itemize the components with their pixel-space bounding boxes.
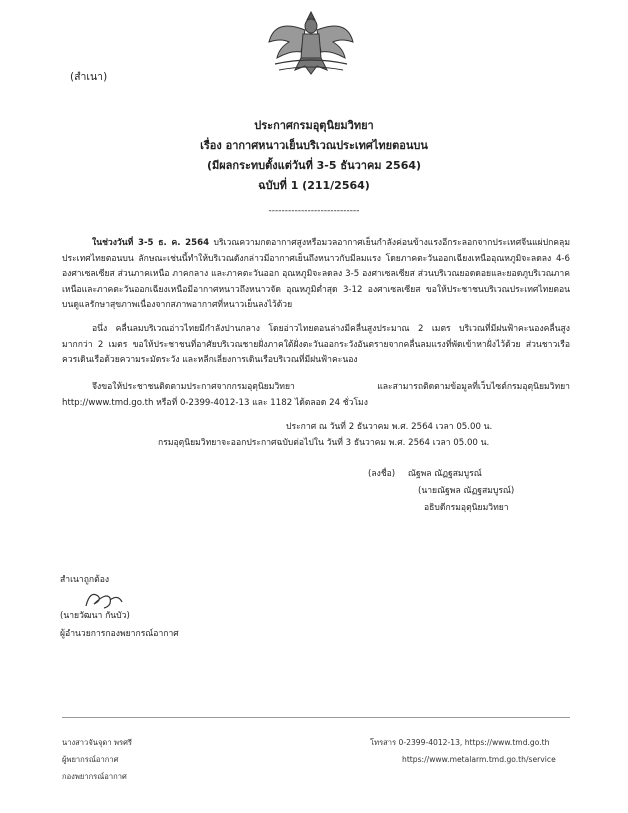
certifier-position: ผู้อำนวยการกองพยากรณ์อากาศ: [60, 629, 179, 639]
announce-date: ประกาศ ณ วันที่ 2 ธันวาคม พ.ศ. 2564 เวลา 05.00 น.: [286, 422, 493, 432]
title-line-3: (มีผลกระทบตั้งแต่วันที่ 3-5 ธันวาคม 2564): [206, 159, 422, 172]
title-separator: ----------------------------: [268, 206, 360, 216]
title-line-2: เรื่อง อากาศหนาวเย็นบริเวณประเทศไทยตอนบน: [200, 139, 428, 152]
paragraph-1: [62, 236, 570, 314]
footer-service-url: https://www.metalarm.tmd.go.th/service: [402, 755, 556, 764]
paragraph-2-text: อนึ่ง คลื่นลมบริเวณอ่าวไทยมีกำลังปานกลาง โดยอ่าวไทยตอนล่างมีคลื่นสูงประมาณ 2 เมตร บริเวณที่มีฝนฟ้าคะนองคลื่นสูงมากกว่า 2 เมตร ขอให้ประชาชนที่อาศัยบริเวณชายฝั่งภาคใต้ฝั่งตะวันออกระวังอันตรายจากคลื่นลมแรงที่พัดเข้าหาฝั่งไว้ด้วย ส่วนชาวเรือควรเดินเรือด้วยความระมัดระวัง และหลีกเลี่ยงการเดินเรือบริเวณที่มีฝนฟ้าคะนอง: [62, 324, 570, 366]
announcement-title: [0, 116, 628, 196]
paragraph-3-text: จึงขอให้ประชาชนติดตามประกาศจากกรมอุตุนิยมวิทยา และสามารถติดตามข้อมูลที่เว็บไซต์กรมอุตุนิยมวิทยา http://www.tmd.go.th หรือที่ 0-2399-4012-13 และ 1182 ได้ตลอด 24 ชั่วโมง: [62, 382, 570, 408]
signer-full-name: (นายณัฐพล ณัฏฐสมบูรณ์): [418, 486, 515, 496]
certified-label: สำเนาถูกต้อง: [60, 575, 110, 585]
garuda-emblem: [265, 8, 357, 80]
title-line-4: ฉบับที่ 1 (211/2564): [258, 179, 370, 192]
signer-position: อธิบดีกรมอุตุนิยมวิทยา: [424, 503, 509, 513]
signed-line: [368, 467, 482, 483]
footer-role: ผู้พยากรณ์อากาศ: [62, 755, 119, 764]
footer-fax-website: โทรสาร 0-2399-4012-13, https://www.tmd.go.th: [370, 738, 550, 747]
signed-prefix: (ลงชื่อ): [368, 469, 396, 479]
title-line-1: ประกาศกรมอุตุนิยมวิทยา: [254, 119, 374, 132]
paragraph-3: [62, 380, 570, 411]
footer-divider: [62, 717, 570, 718]
paragraph-1-text: บริเวณความกดอากาศสูงหรือมวลอากาศเย็นกำลังค่อนข้างแรงอีกระลอกจากประเทศจีนแผ่ปกคลุมประเทศไทยตอนบน ลักษณะเช่นนี้ทำให้บริเวณดังกล่าวมีอากาศเย็นถึงหนาวกับมีลมแรง โดยภาคตะวันออกเฉียงเหนืออุณหภูมิจะลดลง 4-6 องศาเซลเซียส ส่วนภาคเหนือ ภาคกลาง และภาคตะวันออก อุณหภูมิจะลดลง 3-5 องศาเซลเซียส ส่วนบริเวณยอดดอยและยอดภูบริเวณภาคเหนือและภาคตะวันออกเฉียงเหนือมีอากาศหนาวถึงหนาวจัด อุณหภูมิต่ำสุด 3-12 องศาเซลเซียส ขอให้ประชาชนบริเวณประเทศไทยตอนบนดูแลรักษาสุขภาพเนื่องจากสภาพอากาศที่หนาวเย็นลงไว้ด้วย: [62, 238, 570, 311]
signed-name: ณัฐพล ณัฏฐสมบูรณ์: [407, 469, 482, 479]
paragraph-1-lead: ในช่วงวันที่ 3-5 ธ. ค. 2564: [92, 238, 210, 248]
footer-name: นางสาวจันจุดา พรศรี: [62, 738, 133, 747]
paragraph-2: [62, 322, 570, 369]
footer-department: กองพยากรณ์อากาศ: [62, 772, 127, 781]
copy-note: (สำเนา): [70, 71, 108, 83]
certifier-name: (นายวัฒนา กันบัว): [60, 611, 130, 621]
next-announce: กรมอุตุนิยมวิทยาจะออกประกาศฉบับต่อไปใน วันที่ 3 ธันวาคม พ.ศ. 2564 เวลา 05.00 น.: [158, 438, 490, 448]
